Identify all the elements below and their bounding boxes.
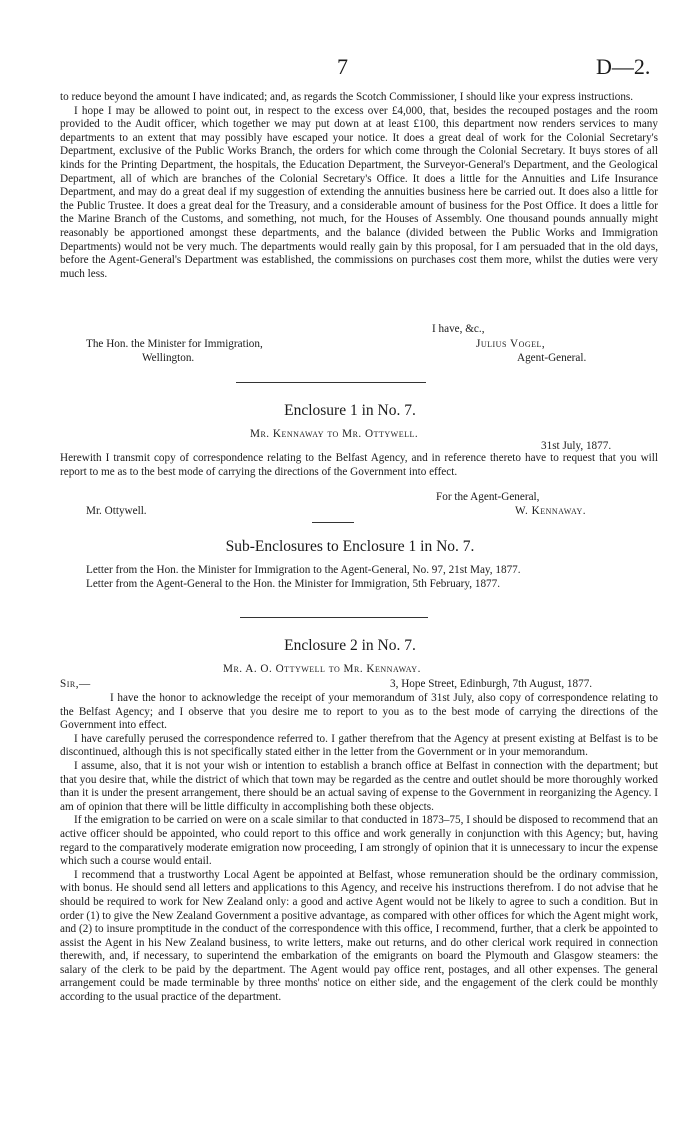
for-line: For the Agent-General,	[436, 491, 540, 503]
section-heading: Sub-Enclosures to Enclosure 1 in No. 7.	[225, 538, 475, 555]
list-item: Letter from the Hon. the Minister for Immigration to the Agent-General, No. 97, 21st May, 1877.	[86, 564, 521, 576]
enclosure-body	[60, 692, 658, 1005]
letter-paragraph: If the emigration to be carried on were on a scale similar to that conducted in 1873–75, I should be disposed to recommend that an active officer should be appointed, who could report to this office and work generally in conjunction with this Agency; but, having regard to the comparatively moderate emigration now proceeding, I am strongly of opinion that it is unnecessary to incur the expense which such a course would entail.	[60, 814, 658, 868]
signature-title: Agent-General.	[517, 352, 587, 364]
letter-paragraph: I assume, also, that it is not your wish or intention to establish a branch office at Belfast in connection with the department; but that you desire that, while the district of which that town may be regarded as the centre and outlet should be more thoroughly worked than it is under the present arrangement, there should be an actual saving of expense to the Government in reorganizing the Agency. I am of opinion that there will be little difficulty in accomplishing both these objects.	[60, 759, 658, 813]
correspondence-parties: Mr. A. O. Ottywell to Mr. Kennaway.	[223, 663, 421, 675]
enclosure-body	[60, 452, 658, 479]
addressee-line: Mr. Ottywell.	[86, 505, 147, 517]
letter-paragraph: I hope I may be allowed to point out, in respect to the excess over £4,000, that, besides the recouped postages and the room provided to the Audit officer, which together we may put down at at least £100, this department now renders services to many departments to an extent that may possibly have escaped your notice. It does a great deal of work for the Colonial Secretary's Department, exclusive of the Public Works Branch, the orders for which come through the Colonial Secretary. It buys stores of all kinds for the Printing Department, the hospitals, the Education Department, the Surveyor-General's Department, and the Geological Department, all of which are branches of the Colonial Secretary's Office. It does a little for the Annuities and Life Insurance Department, and may do a great deal if my suggestion of extending the annuities business here be carried out. It does also a little for the Public Trustee. It does a great deal for the Treasury, and a considerable amount of business for the Post Office. It does a little for the Marine Branch of the Customs, and something, not much, for the Houses of Assembly. One thousand pounds annually might reasonably be apportioned amongst these departments, and the balance (divided between the Public Works and Immigration Departments) would not be very much. The departments would really gain by this proposal, for I am persuaded that in the old days, before the Agent-General's Department was established, the commissions on purchases cost them more, whilst the duties were very much less.	[60, 104, 658, 280]
section-heading: Enclosure 2 in No. 7.	[284, 637, 416, 654]
correspondence-parties: Mr. Kennaway to Mr. Ottywell.	[250, 428, 419, 440]
address-date: 3, Hope Street, Edinburgh, 7th August, 1877.	[390, 678, 593, 690]
salutation: Sir,—	[60, 678, 91, 690]
document-reference: D—2.	[596, 54, 651, 79]
section-divider	[312, 522, 354, 523]
letter-body	[60, 91, 658, 281]
section-divider	[236, 382, 426, 383]
signature-name: Julius Vogel,	[476, 338, 546, 350]
section-divider	[240, 617, 428, 618]
signature-name: W. Kennaway.	[515, 505, 587, 517]
letter-paragraph: to reduce beyond the amount I have indicated; and, as regards the Scotch Commissioner, I should like your express instructions.	[60, 91, 634, 103]
letter-date: 31st July, 1877.	[541, 440, 612, 452]
letter-paragraph: I have the honor to acknowledge the receipt of your memorandum of 31st July, also copy of correspondence relating to the Belfast Agency; and I observe that you desire me to report to you as to the best mode of carrying the directions of the Government into effect.	[60, 692, 658, 732]
letter-closing: I have, &c.,	[432, 323, 485, 335]
letter-paragraph: Herewith I transmit copy of correspondence relating to the Belfast Agency, and in reference thereto have to request that you will report to me as to the best mode of carrying the directions of the Government into effect.	[60, 452, 658, 478]
letter-paragraph: I have carefully perused the correspondence referred to. I gather therefrom that the Agency at present existing at Belfast is to be discontinued, although this is not specifically stated either in the letter from the Government or in your memorandum.	[60, 732, 658, 759]
list-item: Letter from the Agent-General to the Hon. the Minister for Immigration, 5th February, 1877.	[86, 578, 501, 590]
section-heading: Enclosure 1 in No. 7.	[284, 402, 416, 419]
addressee-place: Wellington.	[142, 352, 195, 364]
addressee-line: The Hon. the Minister for Immigration,	[86, 338, 263, 350]
page-number: 7	[337, 54, 348, 79]
letter-paragraph: I recommend that a trustworthy Local Agent be appointed at Belfast, whose remuneration should be the ordinary commission, with bonus. He should send all letters and applications to this Agency, and receive his instructions therefrom. I do not advise that he should be required to work for New Zealand only: a good and active Agent would not be likely to agree to such a condition. But in order (1) to give the New Zealand Government a positive advantage, as compared with other offices for which the Agent might work, and (2) to insure promptitude in the conduct of the correspondence with this office, I recommend, further, that a clerk be appointed to assist the Agent in his New Zealand business, to write letters, make out returns, and do other clerical work required in connection therewith, and, if necessary, to superintend the embarkation of the emigrants on board the Plymouth and Glasgow steamers: the salary of the clerk to be paid by the department. The Agent would pay office rent, postages, and all other expenses. The general arrangement could be made terminable by three months' notice on either side, and the engagement of the clerk could be monthly according to the usual practice of the department.	[60, 868, 658, 1004]
